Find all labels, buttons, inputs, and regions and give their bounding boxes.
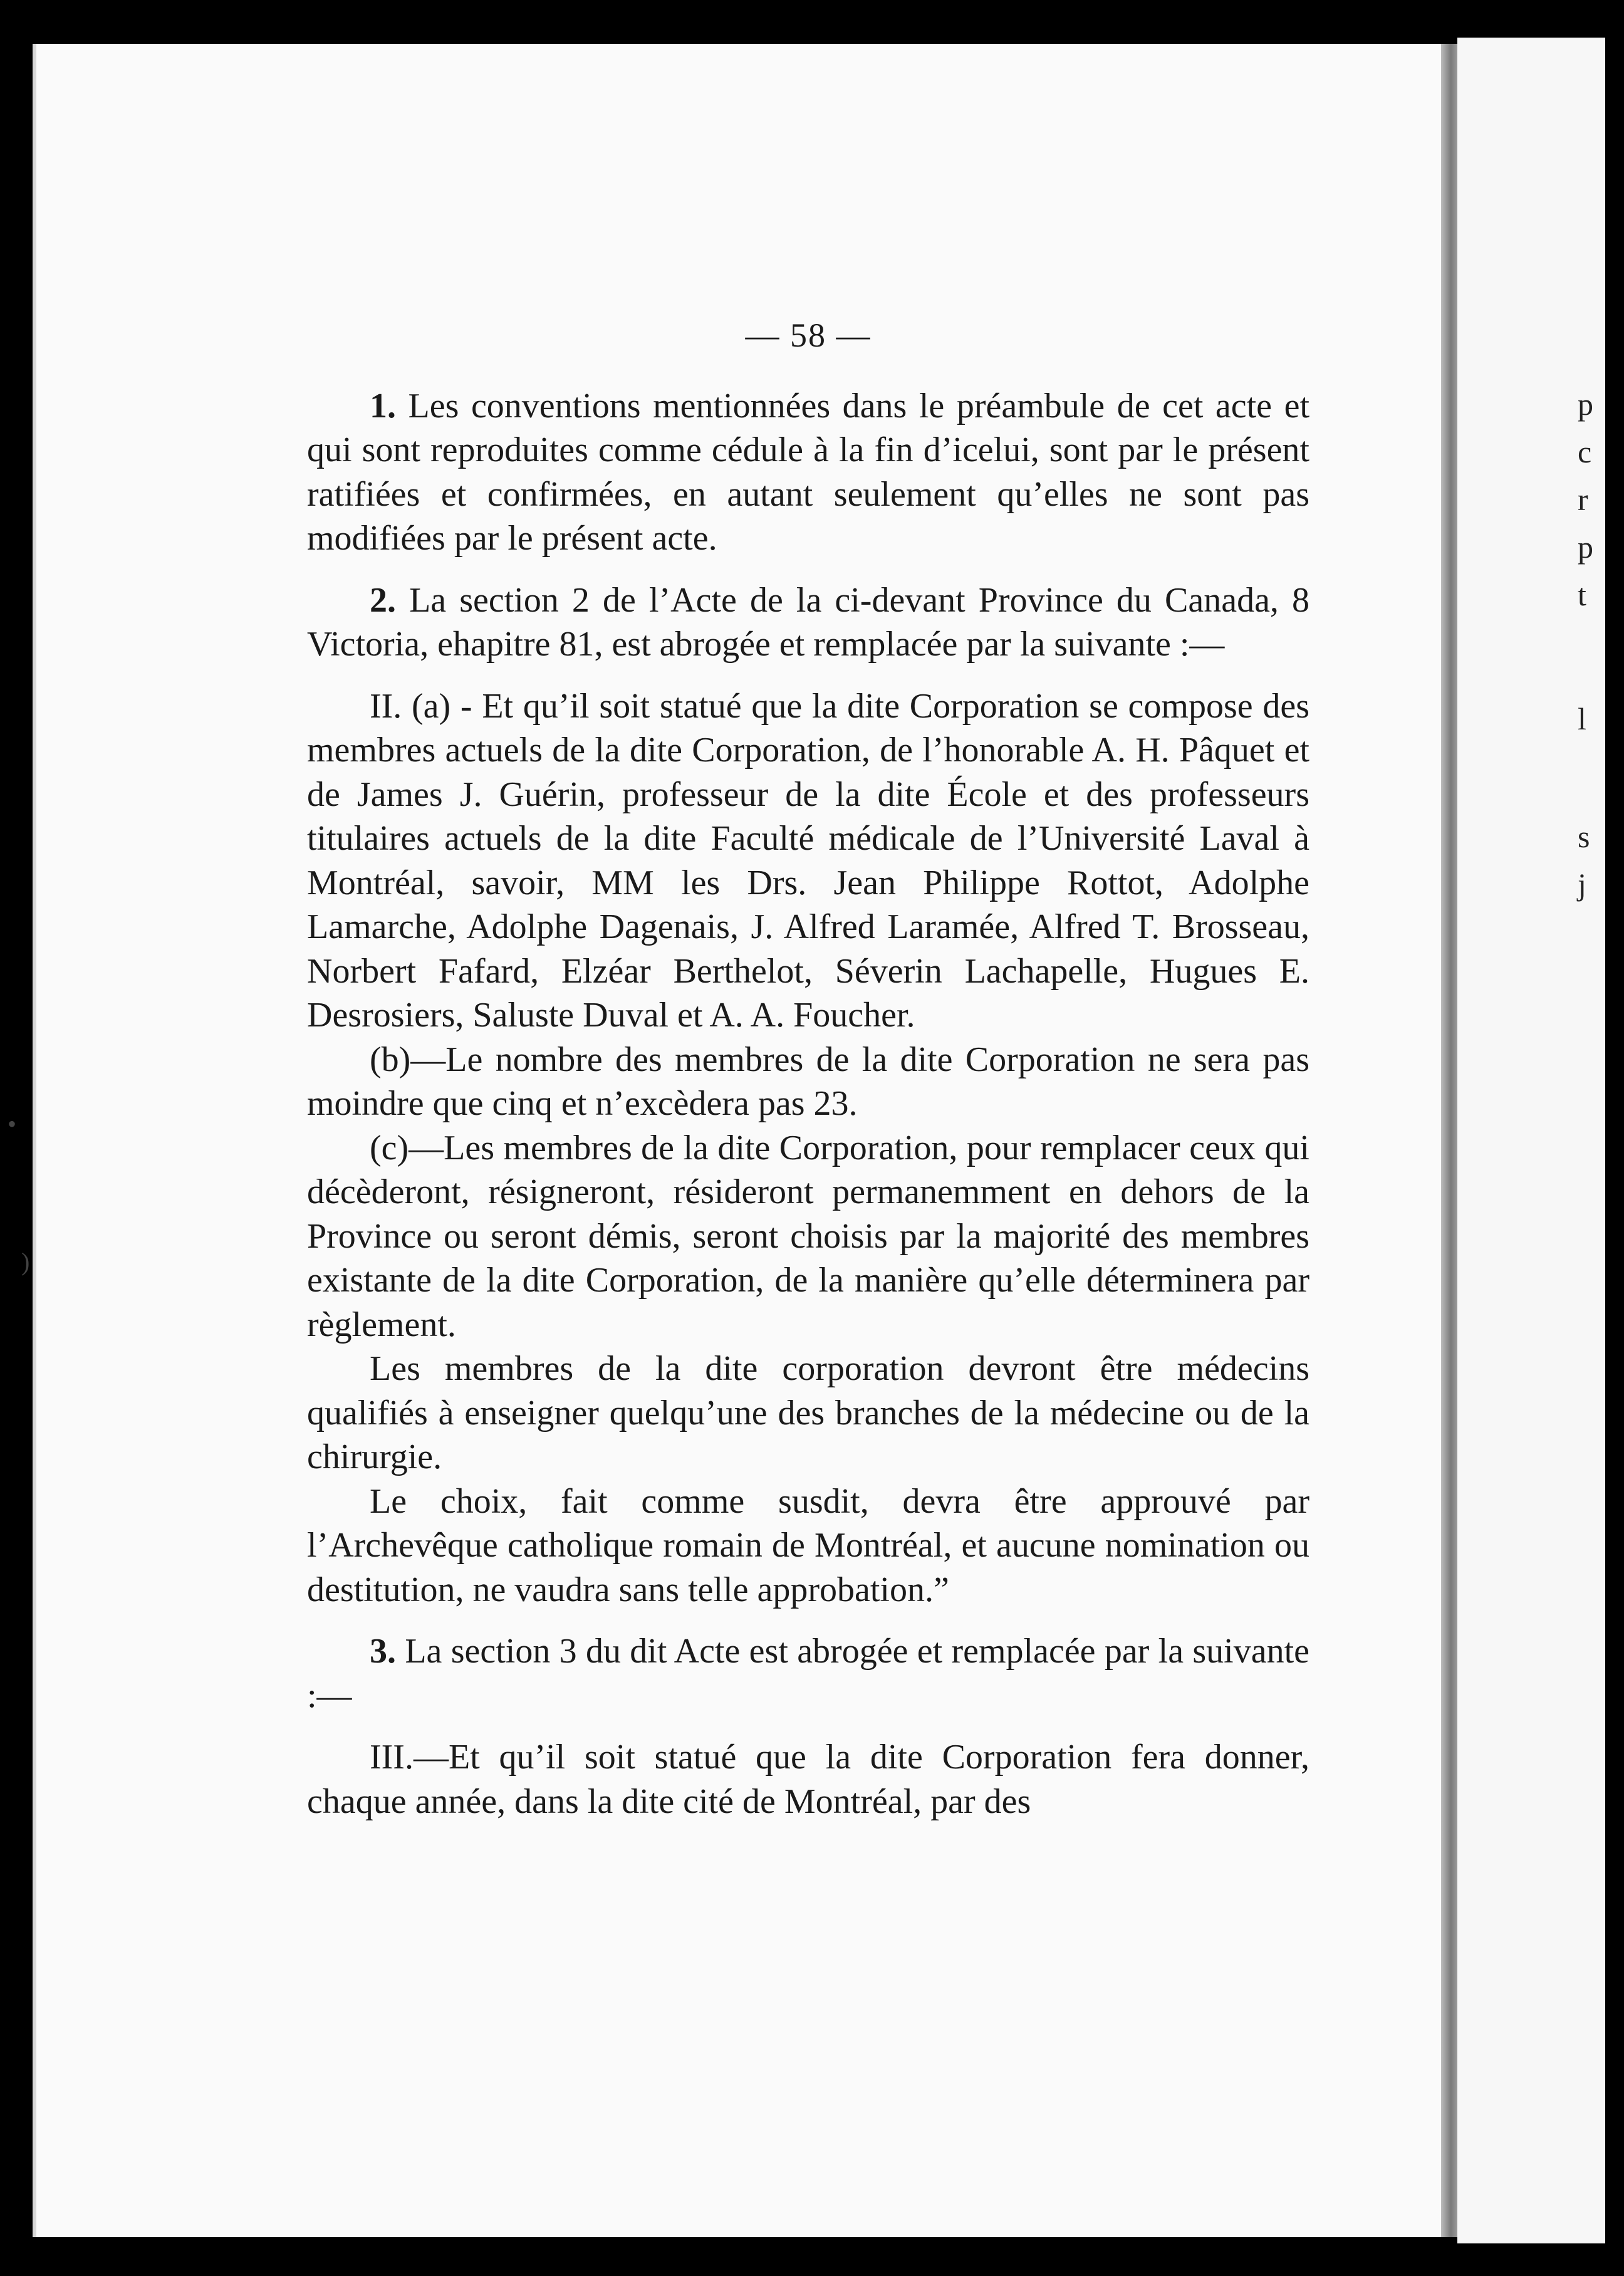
- paragraph-choice: [307, 1480, 1309, 1612]
- paragraph-text: Les conventions mentionnées dans le préambule de cet acte et qui sont reproduites comme cédule à la fin d’icelui, sont par le présent ratifiées et confirmées, en autant seulement qu’elles ne sont pas modifiées par le présent acte.: [307, 386, 1309, 558]
- scan-artifact: •: [8, 1110, 17, 1138]
- paragraph-3: [307, 1629, 1309, 1718]
- paragraph-text: Le choix, fait comme susdit, devra être approuvé par l’Archevêque catholique romain de Montréal, et aucune nomination ou destitution, ne vaudra sans telle approbation.”: [307, 1481, 1309, 1609]
- right-page-fragment: c: [1578, 434, 1592, 469]
- paragraph-2: [307, 578, 1309, 667]
- right-page-fragment: t: [1578, 577, 1586, 612]
- right-page-fragment: p: [1578, 387, 1593, 422]
- paragraph-text: Les membres de la dite corporation devront être médecins qualifiés à enseigner quelqu’une des branches de la médecine ou de la chirurgie.: [307, 1349, 1309, 1476]
- paragraph-c: [307, 1126, 1309, 1347]
- paragraph-text: La section 3 du dit Acte est abrogée et remplacée par la suivante :—: [307, 1632, 1310, 1715]
- paragraph-text: II. (a) - Et qu’il soit statué que la dite Corporation se compose des membres actuels de la dite Corporation, de l’honorable A. H. Pâquet et de James J. Guérin, professeur de la dite École et des professeurs titulaires actuels de la dite Faculté médicale de l’Université Laval à Montréal, savoir, MM les Drs. Jean Philippe Rottot, Adolphe Lamarche, Adolphe Dagenais, J. Alfred Laramée, Alfred T. Brosseau, Norbert Fafard, Elzéar Berthelot, Séverin Lachapelle, Hugues E. Desrosiers, Saluste Duval et A. A. Foucher.: [307, 686, 1309, 1035]
- article-number: 2.: [370, 580, 396, 620]
- right-page-fragment: r: [1578, 482, 1588, 517]
- scan-artifact: ): [21, 1248, 30, 1276]
- page-gutter: [1441, 44, 1457, 2237]
- paragraph-section-iii: [307, 1735, 1309, 1824]
- article-number: 1.: [370, 386, 396, 425]
- right-page-fragment: p: [1578, 530, 1593, 565]
- page-text: [307, 313, 1309, 1824]
- paragraph-text: La section 2 de l’Acte de la ci-devant Province du Canada, 8 Victoria, ehapitre 81, est abrogée et remplacée par la suivante :—: [307, 580, 1310, 664]
- right-page-fragment: s: [1578, 819, 1590, 854]
- paragraph-section-ii: [307, 684, 1309, 1038]
- paragraph-1: [307, 384, 1309, 561]
- article-number: 3.: [370, 1632, 396, 1671]
- page-number: — 58 —: [745, 316, 872, 354]
- right-page-fragment: l: [1578, 701, 1586, 736]
- paragraph-text: (b)—Le nombre des membres de la dite Corporation ne sera pas moindre que cinq et n’excèdera pas 23.: [307, 1040, 1309, 1123]
- paragraph-text: (c)—Les membres de la dite Corporation, pour remplacer ceux qui décèderont, résigneront, résideront permanemment en dehors de la Province ou seront démis, seront choisis par la majorité des membres existante de la dite Corporation, de la manière qu’elle déterminera par règlement.: [307, 1128, 1309, 1344]
- paragraph-members: [307, 1347, 1309, 1480]
- right-page: [1457, 38, 1605, 2243]
- right-page-fragment: j: [1578, 867, 1586, 902]
- paragraph-text: III.—Et qu’il soit statué que la dite Corporation fera donner, chaque année, dans la dite cité de Montréal, par des: [307, 1738, 1309, 1821]
- paragraph-b: [307, 1038, 1309, 1126]
